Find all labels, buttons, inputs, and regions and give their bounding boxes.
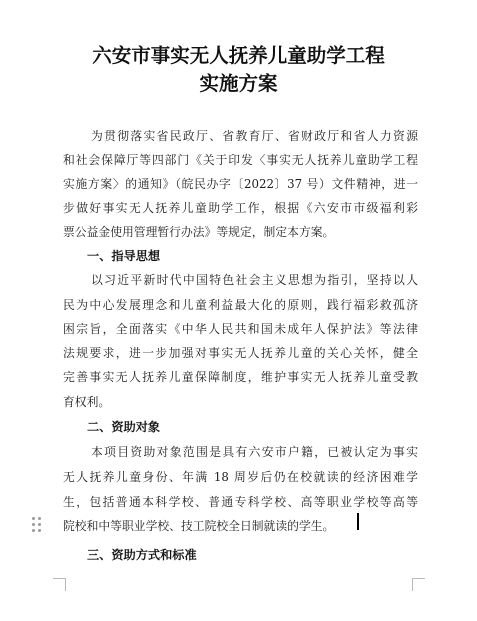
document-title: 六安市事实无人抚养儿童助学工程 (92, 44, 385, 67)
paragraph-line[interactable]: 本项目资助对象范围是具有六安市户籍，已被认定为事实 (91, 445, 418, 459)
paragraph-line[interactable]: 实施方案〉的通知》（皖民办字〔2022〕37 号）文件精神，进一 (63, 177, 418, 191)
paragraph-line[interactable]: 步做好事实无人抚养儿童助学工作，根据《六安市市级福利彩 (63, 201, 418, 215)
section-heading-2[interactable]: 二、资助对象 (87, 420, 161, 434)
page-corner-mark-right (412, 578, 425, 591)
paragraph-line[interactable]: 困宗旨，全面落实《中华人民共和国未成年人保护法》等法律 (63, 322, 418, 336)
paragraph-line[interactable]: 以习近平新时代中国特色社会主义思想为指引，坚持以人 (91, 273, 418, 287)
paragraph-line[interactable]: 育权利。 (63, 395, 111, 409)
paragraph-line[interactable]: 院校和中等职业学校、技工院校全日制就读的学生。 (63, 519, 335, 533)
paragraph-line[interactable]: 为贯彻落实省民政厅、省教育厅、省财政厅和省人力资源 (91, 129, 418, 143)
paragraph-line[interactable]: 无人抚养儿童身份、年满 18 周岁后仍在校就读的经济困难学 (63, 470, 418, 484)
paragraph-line[interactable]: 法规要求，进一步加强对事实无人抚养儿童的关心关怀，健全 (63, 346, 418, 360)
document-title-line2: 实施方案 (199, 72, 278, 95)
paragraph-line[interactable]: 民为中心发展理念和儿童利益最大化的原则，践行福彩救孤济 (63, 298, 418, 312)
paragraph-line[interactable]: 完善事实无人抚养儿童保障制度，维护事实无人抚养儿童受教 (63, 370, 418, 384)
text-cursor (357, 513, 359, 530)
page-corner-mark-left (53, 578, 66, 591)
drag-handle-icon[interactable] (32, 517, 42, 535)
paragraph-line[interactable]: 和社会保障厅等四部门《关于印发〈事实无人抚养儿童助学工程 (63, 153, 418, 167)
section-heading-1[interactable]: 一、指导思想 (87, 249, 161, 263)
paragraph-line[interactable]: 生，包括普通本科学校、普通专科学校、高等职业学校等高等 (63, 495, 418, 509)
paragraph-line[interactable]: 票公益金使用管理暂行办法》等规定，制定本方案。 (63, 225, 335, 239)
section-heading-3[interactable]: 三、资助方式和标准 (87, 548, 197, 562)
